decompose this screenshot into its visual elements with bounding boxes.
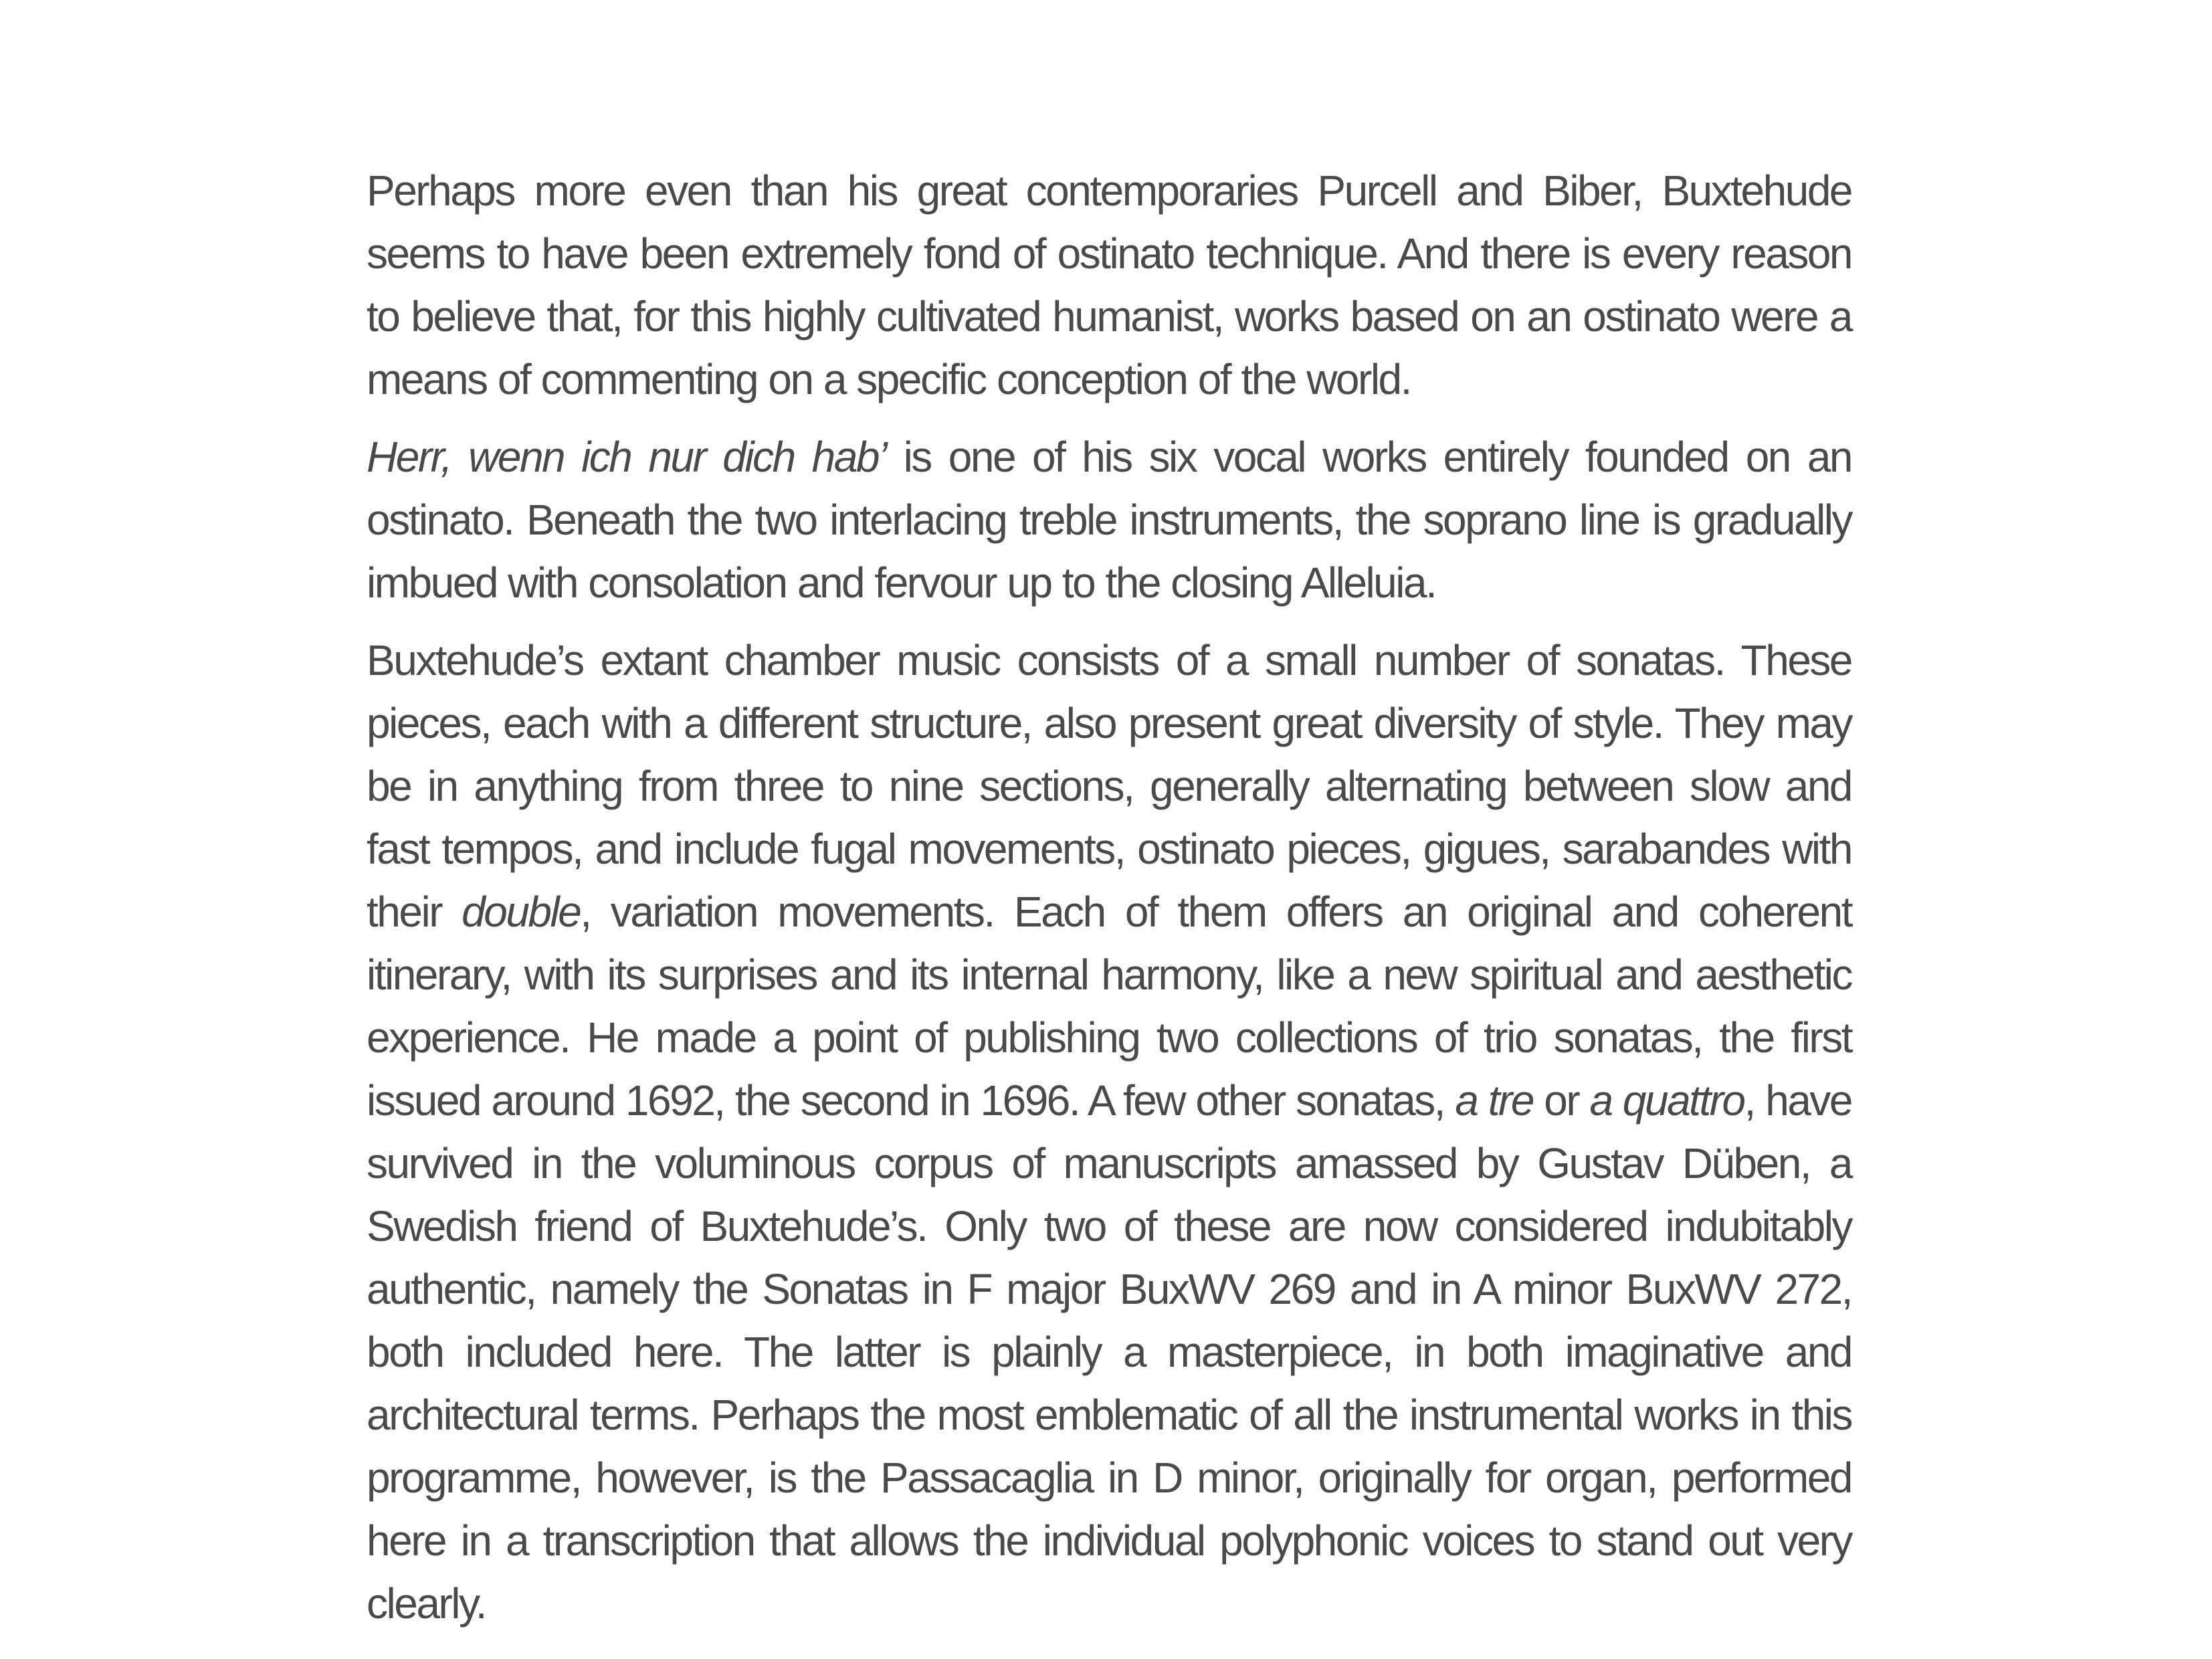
- paragraph-ostinato-intro: [367, 159, 1851, 411]
- paragraph-chamber-music: [367, 629, 1851, 1635]
- paragraph-text: or: [1532, 1076, 1590, 1125]
- paragraph-text: , have survived in the voluminous corpus of manuscripts amassed by Gustav Düben, a Swedish friend of Buxtehude’s. Only two of these are now considered indubitably authentic, namely the Sonatas in F major BuxWV 269 and in A minor BuxWV 272, both included here. The latter is plainly a masterpiece, in both imaginative and architectural terms. Perhaps the most emblematic of all the instrumental works in this programme, however, is the Passacaglia in D minor, originally for organ, performed here in a transcription that allows the individual polyphonic voices to stand out very clearly.: [367, 1076, 1852, 1628]
- paragraph-text: , variation movements. Each of them offers an original and coherent itinerary, with its surprises and its internal harmony, like a new spiritual and aesthetic experience. He made a point of publishing two collections of trio sonatas, the first issued around 1692, the second in 1696. A few other sonatas,: [367, 888, 1852, 1125]
- paragraph-text: is one of his six vocal works entirely founded on an ostinato. Beneath the two interlacing treble instruments, the soprano line is gradually imbued with consolation and fervour up to the closing Alleluia.: [367, 433, 1852, 607]
- paragraph-text: Buxtehude’s extant chamber music consists of a small number of sonatas. These pieces, each with a different structure, also present great diversity of style. They may be in anything from three to nine sections, generally alternating between slow and fast tempos, and include fugal movements, ostinato pieces, gigues, sarabandes with their: [367, 636, 1851, 936]
- paragraph-herr-wenn: [367, 425, 1851, 614]
- work-title-italic: Herr, wenn ich nur dich hab’: [367, 433, 886, 481]
- term-italic: a tre: [1455, 1076, 1533, 1125]
- term-italic: a quattro: [1589, 1076, 1744, 1125]
- document-body: [367, 159, 1851, 1650]
- paragraph-text: Perhaps more even than his great contemporaries Purcell and Biber, Buxtehude seems to have been extremely fond of ostinato technique. And there is every reason to believe that, for this highly cultivated humanist, works based on an ostinato were a means of commenting on a specific conception of the world.: [367, 167, 1851, 403]
- term-italic: double: [462, 888, 581, 936]
